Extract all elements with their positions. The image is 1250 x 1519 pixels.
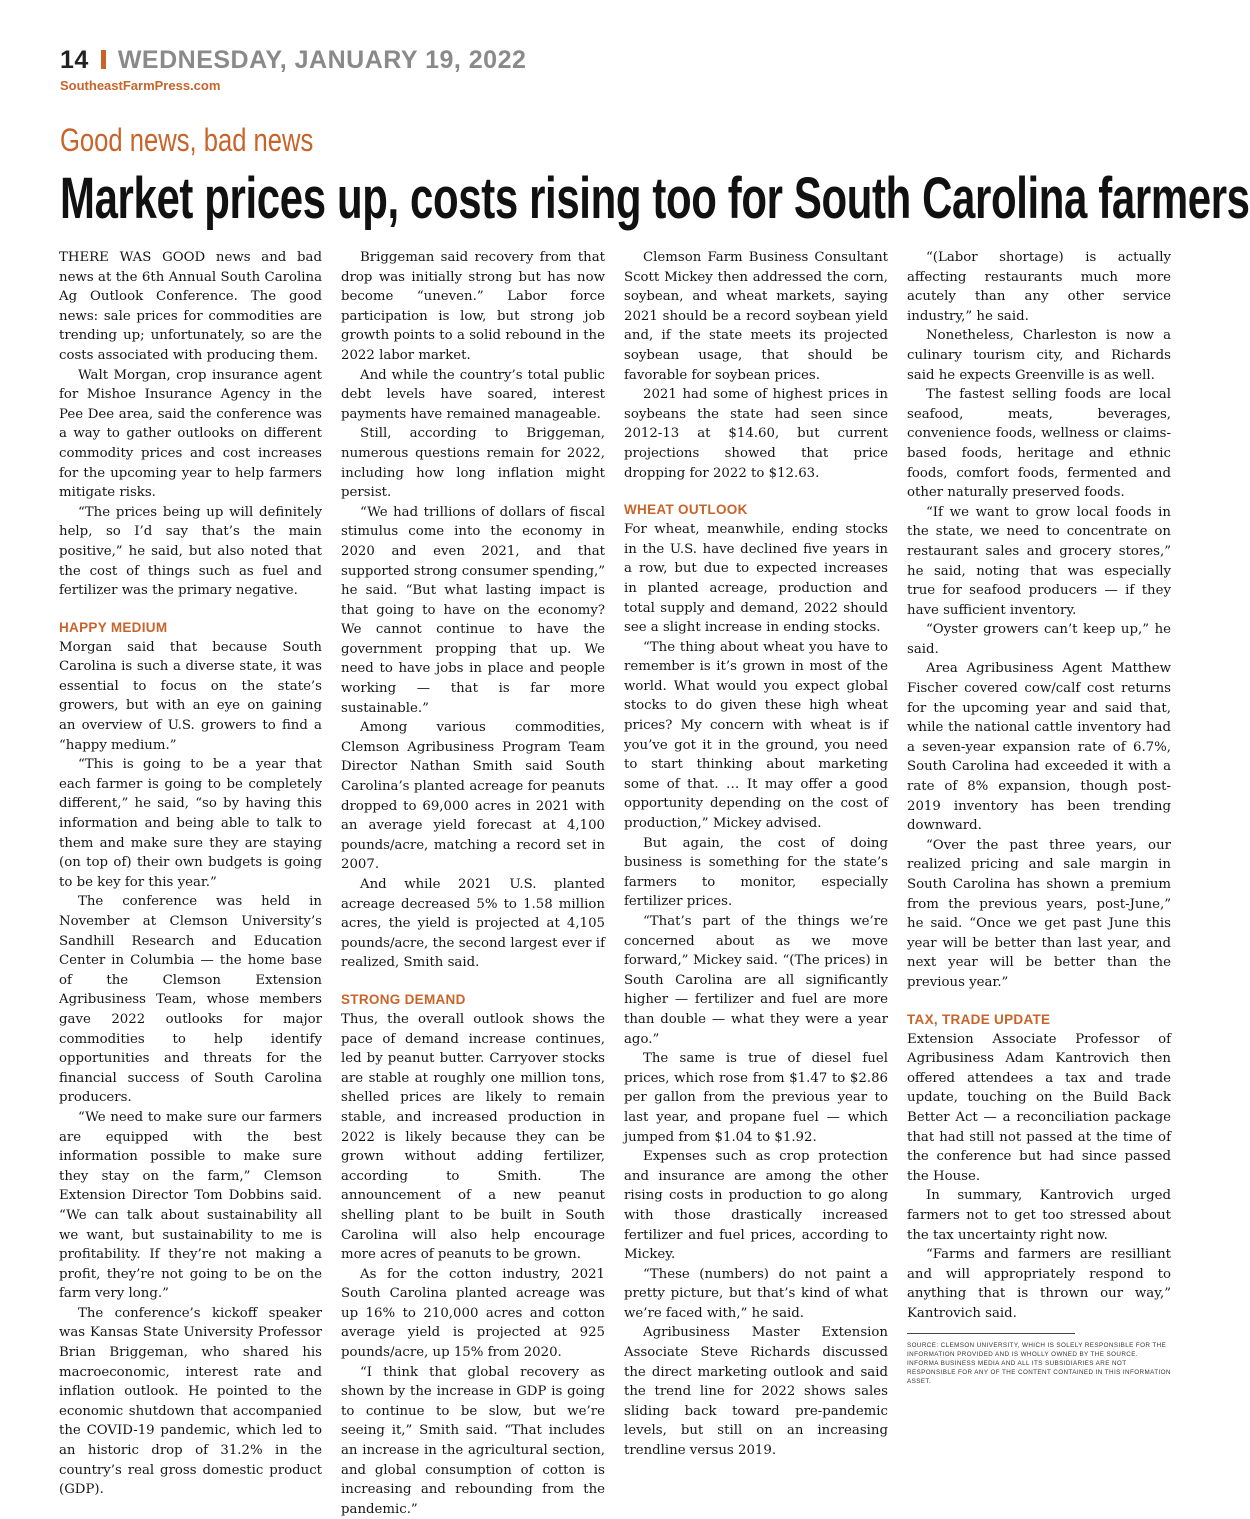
article-kicker: Good news, bad news [60, 122, 314, 158]
lead-in: THERE WAS GOOD [59, 250, 206, 265]
paragraph: But again, the cost of doing business is something for the state’s farmers to monitor, especially fertilizer prices. [624, 835, 888, 910]
paragraph: “Oyster growers can’t keep up,” he said. [907, 622, 1171, 657]
paragraph: “The prices being up will definitely help, so I’d say that’s the main positive,” he said, but also noted that the cost of things such as fuel and fertilizer was the primary negative. [59, 504, 322, 599]
paragraph: In summary, Kantrovich urged farmers not to get too stressed about the tax uncertainty right now. [907, 1188, 1171, 1243]
article-column-4 [907, 248, 1171, 1386]
paragraph: Expenses such as crop protection and insurance are among the other rising costs in production to go along with those drastically increased fertilizer and fuel prices, according to Mickey. [624, 1149, 888, 1263]
paragraph: The conference’s kickoff speaker was Kansas State University Professor Brian Briggeman, who shared his macroeconomic, interest rate and inflation outlook. He pointed to the economic shutdown that accompanied the COVID-19 pandemic, which led to an historic drop of 31.2% in the country’s real gross domestic product (GDP). [59, 1305, 322, 1498]
masthead-divider [101, 50, 106, 69]
article-column-3 [624, 248, 888, 1459]
paragraph: “The thing about wheat you have to remember is it’s grown in most of the world. What would you expect global stocks to do given these high wheat prices? My concern with wheat is if you’ve got it in the ground, you need to start thinking about marketing some of that. … It may offer a good opportunity depending on the cost of production,” Mickey advised. [624, 639, 888, 832]
section-heading: STRONG DEMAND [341, 991, 466, 1007]
paragraph: “Farms and farmers are resilliant and will appropriately respond to anything that is thrown our way,” Kantrovich said. [907, 1247, 1171, 1321]
paragraph: The conference was held in November at Clemson University’s Sandhill Research and Education Center in Columbia — the home base of the Clemson Extension Agribusiness Team, whose members gave 2022 outlooks for major commodities to help identify opportunities and threats for the financial success of South Carolina producers. [59, 894, 322, 1106]
paragraph: Nonetheless, Charleston is now a culinary tourism city, and Richards said he expects Greenville is as well. [907, 328, 1171, 383]
paragraph: Agribusiness Master Extension Associate Steve Richards discussed the direct marketing outlook and said the trend line for 2022 shows sales sliding back toward pre-pandemic levels, but still on an increasing trendline versus 2019. [624, 1325, 888, 1459]
paragraph: And while 2021 U.S. planted acreage decreased 5% to 1.58 million acres, the yield is projected at 4,105 pounds/acre, the second largest ever if realized, Smith said. [341, 877, 605, 971]
paragraph: “I think that global recovery as shown by the increase in GDP is going to continue to be slow, but we’re seeing it,” Smith said. “That includes an increase in the agricultural section, and global consumption of cotton is increasing and rebounding from the pandemic.” [341, 1364, 605, 1517]
paragraph: Thus, the overall outlook shows the pace of demand increase continues, led by peanut butter. Carryover stocks are stable at roughly one million tons, shelled prices are likely to remain stable, and increased production in 2022 is likely because they can be grown without adding fertilizer, according to Smith. The announcement of a new peanut shelling plant to be built in South Carolina will also help encourage more acres of peanuts to be grown. [341, 1011, 605, 1263]
paragraph: Among various commodities, Clemson Agribusiness Program Team Director Nathan Smith said South Carolina’s planted acreage for peanuts dropped to 69,000 acres in 2021 with an average yield forecast at 4,100 pounds/acre, matching a record set in 2007. [341, 720, 605, 873]
paragraph [59, 248, 322, 366]
masthead [60, 46, 526, 93]
paragraph: As for the cotton industry, 2021 South Carolina planted acreage was up 16% to 210,000 acres and cotton average yield is projected at 925 pounds/acre, up 15% from 2020. [341, 1266, 605, 1361]
paragraph: “If we want to grow local foods in the state, we need to concentrate on restaurant sales and grocery stores,” he said, noting that was especially true for seafood producers — if they have sufficient inventory. [907, 504, 1171, 618]
source-note: SOURCE: CLEMSON UNIVERSITY, WHICH IS SOLELY RESPONSIBLE FOR THE INFORMATION PROVIDED AND IS WHOLLY OWNED BY THE SOURCE. INFORMA BUSINESS MEDIA AND ALL ITS SUBSIDIARIES ARE NOT RESPONSIBLE FOR ANY OF THE CONTENT CONTAINED IN THIS INFORMATION ASSET. [907, 1342, 1171, 1386]
paragraph: For wheat, meanwhile, ending stocks in the U.S. have declined five years in a row, but due to expected increases in planted acreage, production and total supply and demand, 2022 should see a slight increase in ending stocks. [624, 522, 888, 636]
page-number: 14 [60, 46, 89, 74]
paragraph: “(Labor shortage) is actually affecting restaurants much more acutely than any other service industry,” he said. [907, 250, 1171, 324]
issue-date: WEDNESDAY, JANUARY 19, 2022 [117, 46, 527, 74]
section-heading: HAPPY MEDIUM [59, 619, 168, 635]
paragraph: “These (numbers) do not paint a pretty picture, but that’s kind of what we’re faced with,” he said. [624, 1266, 888, 1321]
section-heading: TAX, TRADE UPDATE [907, 1011, 1051, 1027]
paragraph: Area Agribusiness Agent Matthew Fischer covered cow/calf cost returns for the upcoming year and said that, while the national cattle inventory had a seven-year expansion rate of 6.7%, South Carolina had exceeded it with a rate of 8% expansion, though post-2019 inventory has been trending downward. [907, 661, 1171, 834]
paragraph: The fastest selling foods are local seafood, meats, beverages, convenience foods, wellness or claims-based foods, heritage and ethnic foods, comfort foods, fermented and other naturally preserved foods. [907, 387, 1171, 501]
paragraph: Still, according to Briggeman, numerous questions remain for 2022, including how long inflation might persist. [341, 426, 605, 501]
masthead-row [60, 46, 526, 74]
paragraph: Extension Associate Professor of Agribusiness Adam Kantrovich then offered attendees a tax and trade update, touching on the Build Back Better Act — a reconciliation package that had still not passed at the time of the conference but had since passed the House. [907, 1031, 1171, 1184]
paragraph: Briggeman said recovery from that drop was initially strong but has now become “uneven.” Labor force participation is low, but strong job growth points to a solid rebound in the 2022 labor market. [341, 250, 605, 363]
paragraph: Clemson Farm Business Consultant Scott Mickey then addressed the corn, soybean, and wheat markets, saying 2021 should be a record soybean yield and, if the state meets its projected soybean usage, that should be favorable for soybean prices. [624, 250, 888, 383]
paragraph: “Over the past three years, our realized pricing and sale margin in South Carolina has shown a premium from the previous years, post-June,” he said. “Once we get past June this year will be better than last year, and next year will be better than the previous year.” [907, 837, 1171, 990]
paragraph: The same is true of diesel fuel prices, which rose from $1.47 to $2.86 per gallon from the previous year to last year, and propane fuel — which jumped from $1.04 to $1.92. [624, 1051, 888, 1145]
paragraph: 2021 had some of highest prices in soybeans the state had seen since 2012-13 at $14.60, but current projections showed that price dropping for 2022 to $12.63. [624, 387, 888, 481]
paragraph-text: news and bad news at the 6th Annual South Carolina Ag Outlook Conference. The good news: sale prices for commodities are trending up; unfortunately, so are the costs associated with producing them. [59, 250, 322, 363]
article-column-2 [341, 248, 605, 1517]
paragraph: “We need to make sure our farmers are equipped with the best information possible to make sure they stay on the farm,” Clemson Extension Director Tom Dobbins said. “We can talk about sustainability all we want, but sustainability to me is profitability. If they’re not making a profit, they’re not going to be on the farm very long.” [59, 1109, 322, 1302]
article-headline: Market prices up, costs rising too for South Carolina farmers [60, 166, 1250, 231]
paragraph: And while the country’s total public debt levels have soared, interest payments have remained manageable. [341, 367, 605, 422]
paragraph: “We had trillions of dollars of fiscal stimulus come into the economy in 2020 and even 2021, and that supported strong consumer spending,” he said. “But what lasting impact is that going to have on the economy? We cannot continue to have the government propping that up. We need to have jobs in place and people working — that is far more sustainable.” [341, 504, 605, 716]
article-column-1 [59, 248, 322, 1498]
source-divider [907, 1333, 1075, 1334]
paragraph: Morgan said that because South Carolina is such a diverse state, it was essential to focus on the state’s growers, but with an eye on gaining an overview of U.S. growers to find a “happy medium.” [59, 639, 322, 753]
paragraph: “That’s part of the things we’re concerned about as we move forward,” Mickey said. “(The prices) in South Carolina are all significantly higher — fertilizer and fuel are more than double — what they were a year ago.” [624, 914, 888, 1047]
paragraph: Walt Morgan, crop insurance agent for Mishoe Insurance Agency in the Pee Dee area, said the conference was a way to gather outlooks on different commodity prices and cost increases for the upcoming year to help farmers mitigate risks. [59, 367, 322, 501]
paragraph: “This is going to be a year that each farmer is going to be completely different,” he said, “so by having this information and being able to talk to them and make sure they are staying (on top of) their own budgets is going to be key for this year.” [59, 757, 322, 890]
site-url: SoutheastFarmPress.com [60, 78, 221, 93]
section-heading: WHEAT OUTLOOK [624, 502, 748, 518]
